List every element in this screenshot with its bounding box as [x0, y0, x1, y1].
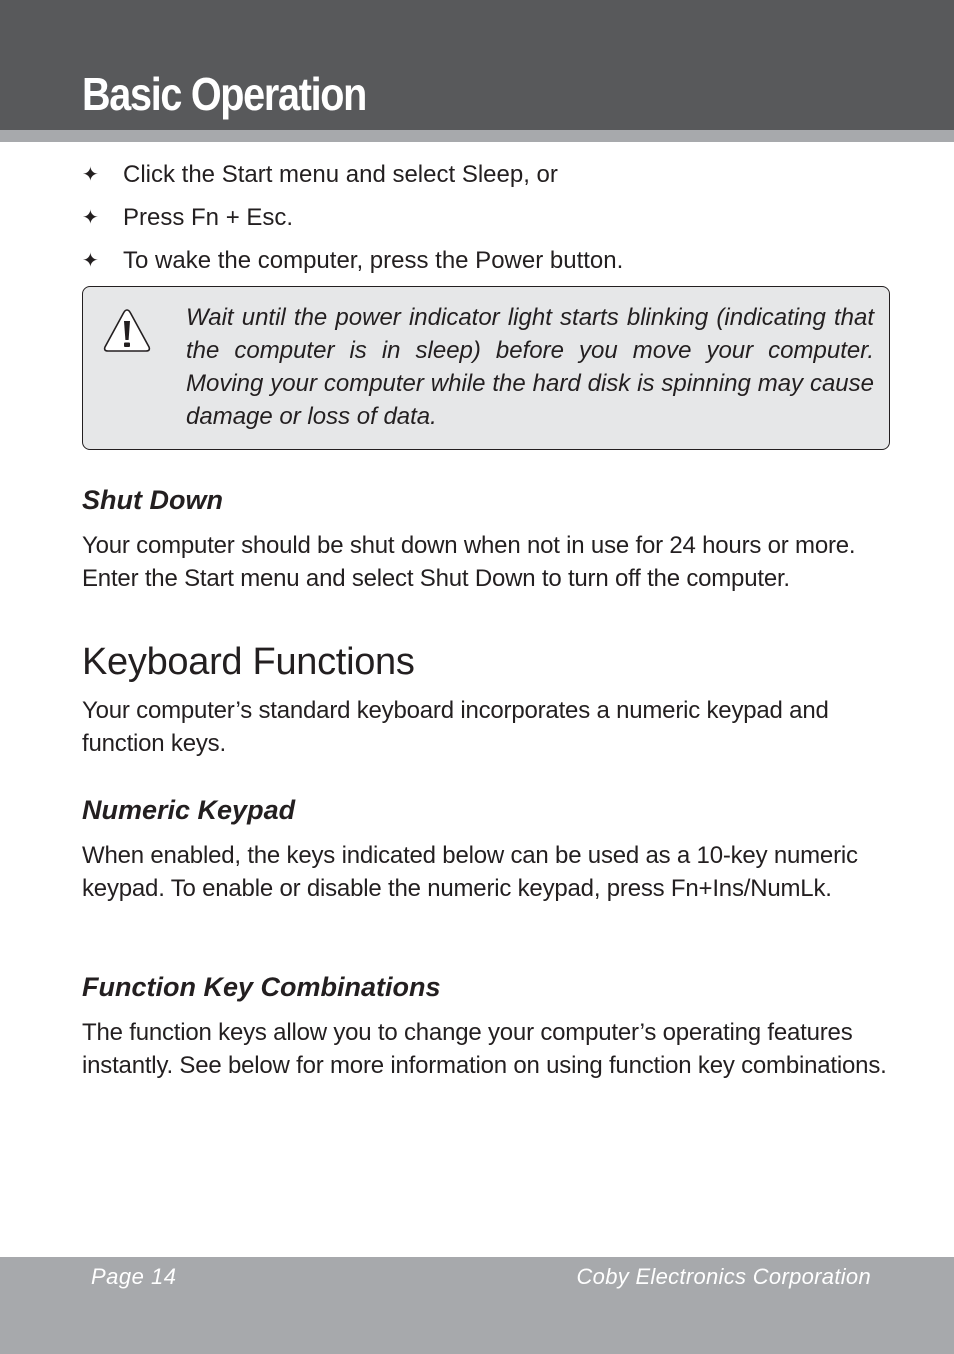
company-name: Coby Electronics Corporation — [576, 1264, 871, 1289]
four-point-star-icon: ✦ — [82, 207, 99, 229]
function-keys-text: The function keys allow you to change your computer’s operating features instantly. See below for more information on using function key combinations. — [82, 1019, 887, 1079]
list-item-text: Press Fn + Esc. — [123, 204, 294, 231]
header-divider — [0, 130, 954, 142]
keyboard-functions-heading: Keyboard Functions — [82, 641, 415, 683]
list-item-text: To wake the computer, press the Power button. — [123, 247, 624, 274]
sleep-steps-list — [82, 156, 892, 285]
function-keys-heading: Function Key Combinations — [82, 972, 441, 1002]
shut-down-text: Your computer should be shut down when not in use for 24 hours or more. Enter the Start menu and select Shut Down to turn off the computer. — [82, 532, 856, 592]
list-item — [82, 242, 892, 285]
numeric-keypad-text: When enabled, the keys indicated below can be used as a 10-key numeric keypad. To enable or disable the numeric keypad, press Fn+Ins/NumLk. — [82, 842, 858, 902]
keyboard-functions-text: Your computer’s standard keyboard incorporates a numeric keypad and function keys. — [82, 697, 829, 757]
list-item — [82, 156, 892, 199]
shut-down-heading: Shut Down — [82, 485, 223, 515]
four-point-star-icon: ✦ — [82, 250, 99, 272]
warning-icon — [102, 307, 152, 355]
numeric-keypad-heading: Numeric Keypad — [82, 795, 296, 825]
warning-text: Wait until the power indicator light starts blinking (indicating that the computer is in sleep) before you move your computer. Moving your computer while the hard disk is spinning may cause damage or loss of data. — [186, 304, 874, 430]
warning-note — [82, 286, 890, 450]
list-item — [82, 199, 892, 242]
four-point-star-icon: ✦ — [82, 164, 99, 186]
page-number: Page 14 — [91, 1264, 177, 1289]
list-item-text: Click the Start menu and select Sleep, or — [123, 161, 558, 188]
page-title: Basic Operation — [82, 68, 367, 120]
